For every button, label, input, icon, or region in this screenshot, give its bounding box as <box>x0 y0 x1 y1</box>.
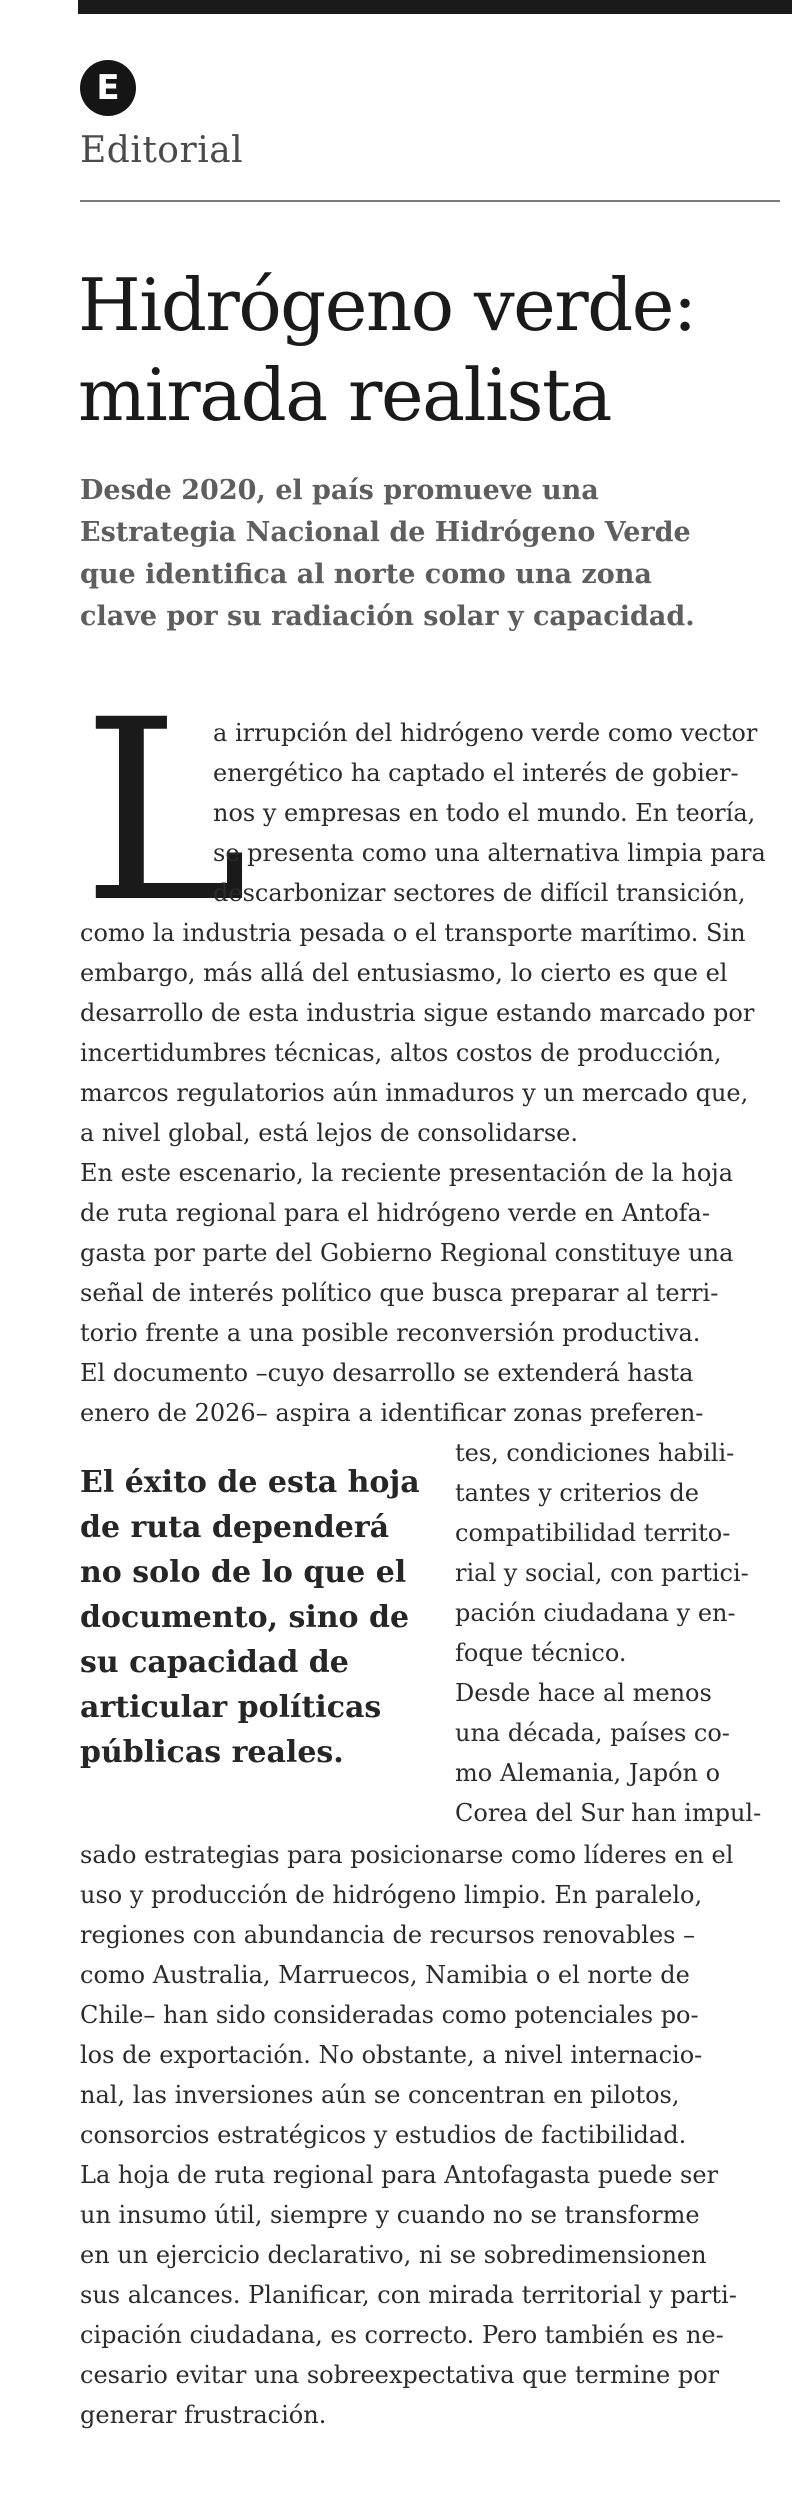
body-line: energético ha captado el interés de gobier- <box>213 759 739 787</box>
body-line: El documento –cuyo desarrollo se extenderá hasta <box>80 1359 694 1387</box>
body-line: cesario evitar una sobreexpectativa que termine por <box>80 2361 720 2389</box>
deck-line: Estrategia Nacional de Hidrógeno Verde <box>80 517 691 548</box>
body-line: pación ciudadana y en- <box>455 1599 736 1627</box>
body-line: un insumo útil, siempre y cuando no se transforme <box>80 2201 700 2229</box>
body-line: Chile– han sido consideradas como potenciales po- <box>80 2001 699 2029</box>
body-line: uso y producción de hidrógeno limpio. En paralelo, <box>80 1881 703 1909</box>
body-line: Corea del Sur han impul- <box>455 1799 762 1827</box>
body-line: generar frustración. <box>80 2401 327 2429</box>
body-line: La hoja de ruta regional para Antofagasta puede ser <box>80 2161 719 2189</box>
deck-line: Desde 2020, el país promueve una <box>80 475 599 506</box>
body-line: foque técnico. <box>455 1639 627 1667</box>
body-line: una década, países co- <box>455 1719 730 1747</box>
body-line: desarrollo de esta industria sigue estando marcado por <box>80 999 755 1027</box>
body-line: a nivel global, está lejos de consolidarse. <box>80 1119 578 1147</box>
body-line: embargo, más allá del entusiasmo, lo cierto es que el <box>80 959 728 987</box>
pull-quote-line: documento, sino de <box>80 1600 410 1635</box>
body-line: los de exportación. No obstante, a nivel internacio- <box>80 2041 703 2069</box>
body-line: gasta por parte del Gobierno Regional constituye una <box>80 1239 734 1267</box>
body-line: como Australia, Marruecos, Namibia o el norte de <box>80 1961 690 1989</box>
body-line: nal, las inversiones aún se concentran en pilotos, <box>80 2081 680 2109</box>
body-line: se presenta como una alternativa limpia para <box>213 839 766 867</box>
headline-line: mirada realista <box>78 353 611 437</box>
body-line: nos y empresas en todo el mundo. En teoría, <box>213 799 756 827</box>
body-line: mo Alemania, Japón o <box>455 1759 721 1787</box>
section-badge: E <box>80 60 136 116</box>
body-line: sus alcances. Planificar, con mirada territorial y parti- <box>80 2281 737 2309</box>
body-line: consorcios estratégicos y estudios de factibilidad. <box>80 2121 687 2149</box>
body-line: En este escenario, la reciente presentación de la hoja <box>80 1159 734 1187</box>
body-line: rial y social, con partici- <box>455 1559 749 1587</box>
body-line: incertidumbres técnicas, altos costos de producción, <box>80 1039 722 1067</box>
pull-quote-line: articular políticas <box>80 1690 382 1725</box>
body-line: en un ejercicio declarativo, ni se sobredimensionen <box>80 2241 707 2269</box>
body-line: de ruta regional para el hidrógeno verde en Antofa- <box>80 1199 710 1227</box>
body-line: sado estrategias para posicionarse como líderes en el <box>80 1841 734 1869</box>
pull-quote-line: El éxito de esta hoja <box>80 1465 420 1500</box>
body-line: regiones con abundancia de recursos renovables – <box>80 1921 696 1949</box>
drop-cap: L <box>82 666 249 957</box>
body-line: señal de interés político que busca preparar al terri- <box>80 1279 719 1307</box>
pull-quote-line: su capacidad de <box>80 1645 349 1680</box>
body-line: torio frente a una posible reconversión productiva. <box>80 1319 701 1347</box>
body-line: cipación ciudadana, es correcto. Pero también es ne- <box>80 2321 724 2349</box>
headline-line: Hidrógeno verde: <box>78 263 696 347</box>
deck-line: que identifica al norte como una zona <box>80 559 652 590</box>
body-line: tantes y criterios de <box>455 1479 699 1507</box>
body-line: descarbonizar sectores de difícil transición, <box>213 879 746 907</box>
deck-line: clave por su radiación solar y capacidad. <box>80 601 695 632</box>
body-line: a irrupción del hidrógeno verde como vector <box>213 719 758 747</box>
body-line: Desde hace al menos <box>455 1679 712 1707</box>
pull-quote-line: no solo de lo que el <box>80 1555 407 1590</box>
body-line: tes, condiciones habili- <box>455 1439 735 1467</box>
body-line: marcos regulatorios aún inmaduros y un mercado que, <box>80 1079 749 1107</box>
pull-quote-line: públicas reales. <box>80 1735 344 1770</box>
body-line: enero de 2026– aspira a identificar zonas preferen- <box>80 1399 704 1427</box>
body-line: como la industria pesada o el transporte marítimo. Sin <box>80 919 746 947</box>
section-name: Editorial <box>80 130 244 171</box>
body-line: compatibilidad territo- <box>455 1519 731 1547</box>
pull-quote <box>80 1460 440 1775</box>
pull-quote-line: de ruta dependerá <box>80 1510 390 1545</box>
